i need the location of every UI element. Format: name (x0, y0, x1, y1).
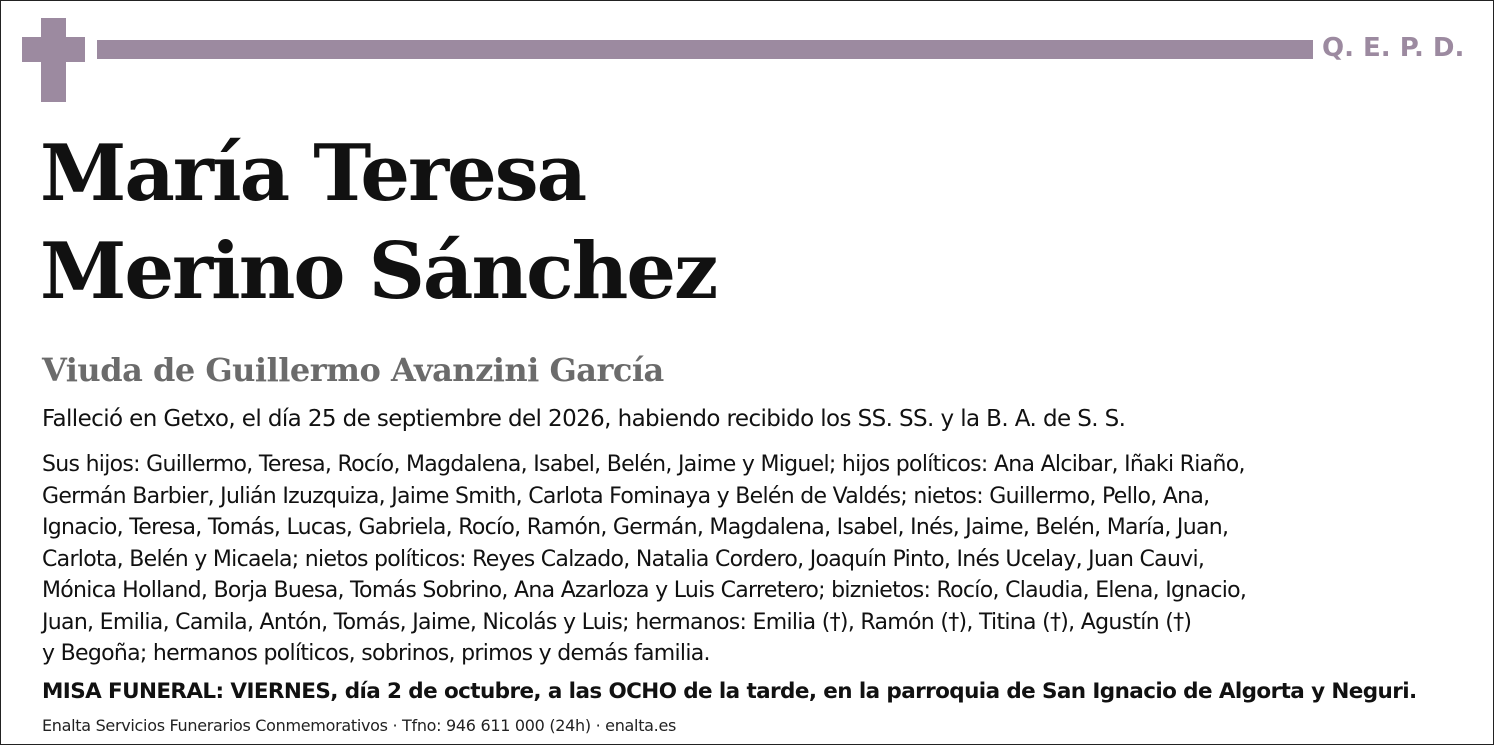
family-line: Carlota, Belén y Micaela; nietos políticos: Reyes Calzado, Natalia Cordero, Joaquín Pinto, Inés Ucelay, Juan Cauvi, (42, 546, 1205, 572)
funeral-home-footer: Enalta Servicios Funerarios Conmemorativos · Tfno: 946 611 000 (24h) · enalta.es (42, 716, 677, 735)
family-line: Ignacio, Teresa, Tomás, Lucas, Gabriela, Rocío, Ramón, Germán, Magdalena, Isabel, Inés, Jaime, Belén, María, Juan, (42, 515, 1229, 540)
cross-horizontal-bar (22, 37, 85, 62)
family-line: Sus hijos: Guillermo, Teresa, Rocío, Magdalena, Isabel, Belén, Jaime y Miguel; hijos políticos: Ana Alcibar, Iñaki Riaño, (42, 452, 1245, 477)
family-line: y Begoña; hermanos políticos, sobrinos, primos y demás familia. (42, 641, 710, 666)
header-rule (97, 40, 1313, 59)
funeral-mass-line: MISA FUNERAL: VIERNES, día 2 de octubre, a las OCHO de la tarde, en la parroquia de San Ignacio de Algorta y Neguri. (42, 679, 1417, 704)
family-line: Mónica Holland, Borja Buesa, Tomás Sobrino, Ana Azarloza y Luis Carretero; biznietos: Rocío, Claudia, Elena, Ignacio, (42, 578, 1247, 603)
family-line: Germán Barbier, Julián Izuzquiza, Jaime Smith, Carlota Fominaya y Belén de Valdés; nietos: Guillermo, Pello, Ana, (42, 483, 1210, 509)
widow-of-line: Viuda de Guillermo Avanzini García (42, 351, 664, 389)
deceased-surnames: Merino Sánchez (40, 226, 717, 317)
family-line: Juan, Emilia, Camila, Antón, Tomás, Jaime, Nicolás y Luis; hermanos: Emilia (†), Ramón (†), Titina (†), Agustín (†) (42, 609, 1192, 635)
qepd-badge: Q. E. P. D. (1322, 33, 1465, 63)
deceased-first-names: María Teresa (40, 128, 586, 219)
family-paragraph (42, 449, 1452, 670)
death-line: Falleció en Getxo, el día 25 de septiembre del 2026, habiendo recibido los SS. SS. y la B. A. de S. S. (42, 406, 1126, 432)
